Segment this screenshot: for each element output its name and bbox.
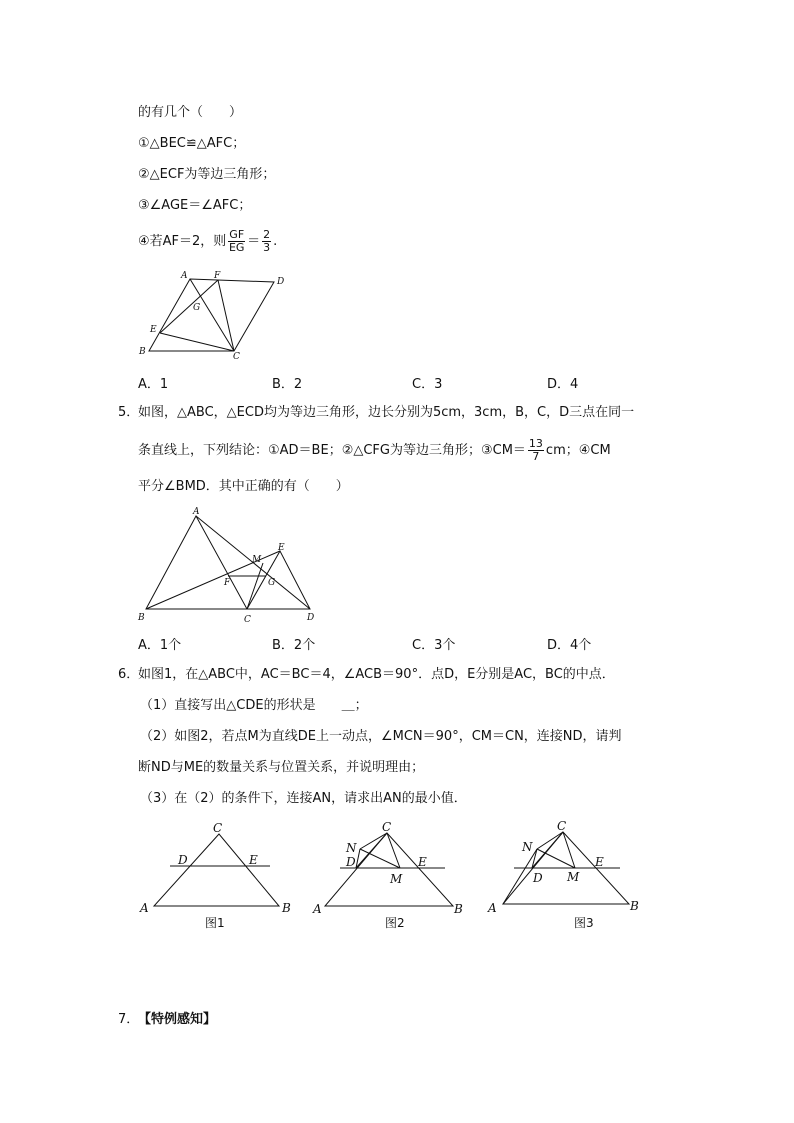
q6-line-1: 如图1，在△ABC中，AC＝BC＝4，∠ACB＝90°．点D，E分别是AC，BC的中点．	[138, 667, 615, 682]
q6-fig2-segment-CD	[356, 833, 387, 868]
q5-line-2-pre: 条直线上，下列结论：①AD＝BE；②△CFG为等边三角形；③CM＝	[138, 443, 526, 458]
q4-s4-fnum: 2	[263, 228, 271, 241]
q6-figure-1	[154, 834, 279, 906]
q6-fig2-label-D: D	[346, 855, 356, 869]
q6-fig2-label-N: N	[346, 841, 357, 855]
q6-fig3-label-B: B	[630, 899, 639, 913]
q6-number: 6．	[118, 667, 140, 682]
q6-fig3-label-D: D	[533, 871, 543, 885]
q5-line-1: 如图，△ABC，△ECD均为等边三角形，边长分别为5cm，3cm，B，C，D三点在同一	[138, 405, 635, 420]
q6-figure-2	[325, 833, 453, 906]
q6-fig2-label-A: A	[313, 902, 322, 916]
q6-part-2b: 断ND与ME的数量关系与位置关系，并说明理由；	[138, 760, 425, 775]
q5-number: 5．	[118, 405, 140, 420]
q4-s4-num: GF	[229, 228, 245, 241]
q4-statement-2: ②△ECF为等边三角形；	[138, 167, 276, 182]
q6-fig2-label-E: E	[418, 855, 427, 869]
q5-line-3: 平分∠BMD．其中正确的有（ ）	[138, 479, 349, 494]
q6-fig3-label-A: A	[488, 901, 497, 915]
q6-fig1-label-B: B	[282, 901, 291, 915]
q5-option-b: B．2个	[272, 638, 316, 653]
q6-fig3-segment-NA	[503, 849, 537, 904]
q4-s4-fden: 3	[263, 241, 271, 254]
q5-option-c: C．3个	[412, 638, 456, 653]
q4-option-a: A．1	[138, 377, 169, 392]
q4-option-c: C．3	[412, 377, 443, 392]
q6-fig2-segment-CN	[360, 833, 387, 849]
q5-label-E: E	[278, 543, 285, 553]
q6-fig2-label-M: M	[390, 872, 403, 886]
q4-option-d: D．4	[547, 377, 579, 392]
q5-frac-den: 7	[532, 450, 540, 463]
q4-statement-1: ①△BEC≌△AFC；	[138, 136, 246, 151]
q5-label-C: C	[244, 615, 251, 625]
q6-fig1-label-D: D	[178, 853, 188, 867]
q4-option-b: B．2	[272, 377, 303, 392]
q4-label-A: A	[181, 271, 188, 281]
q5-frac-num: 13	[528, 437, 543, 450]
q5-label-G: G	[268, 578, 276, 588]
q5-line-2-post: cm；④CM	[545, 443, 611, 458]
q6-part-1: （1）直接写出△CDE的形状是 ＿；	[140, 698, 368, 713]
q5-label-B: B	[138, 613, 145, 623]
q6-part-2a: （2）如图2，若点M为直线DE上一动点，∠MCN＝90°，CM＝CN，连接ND，请判	[140, 729, 622, 744]
q4-label-E: E	[150, 325, 157, 335]
q5-label-M: M	[252, 555, 262, 565]
q4-label-D: D	[277, 277, 285, 287]
q6-fig3-caption: 图3	[574, 916, 594, 930]
q5-option-a: A．1个	[138, 638, 182, 653]
q6-fig1-label-E: E	[249, 853, 258, 867]
q6-fig2-triangle	[325, 833, 453, 906]
q6-fig3-label-M: M	[567, 870, 580, 884]
q4-label-G: G	[193, 303, 201, 313]
q4-label-F: F	[214, 271, 221, 281]
q5-label-D: D	[307, 613, 315, 623]
q4-statement-3: ③∠AGE＝∠AFC；	[138, 198, 252, 213]
q6-fig2-label-C: C	[382, 820, 392, 834]
q6-fig3-label-E: E	[595, 855, 604, 869]
q6-part-3: （3）在（2）的条件下，连接AN，请求出AN的最小值．	[140, 791, 467, 806]
q6-fig1-caption: 图1	[205, 916, 225, 930]
q6-fig1-label-C: C	[213, 821, 223, 835]
q4-stem-tail: 的有几个（ ）	[138, 105, 243, 120]
q6-fig3-label-N: N	[522, 840, 533, 854]
q4-label-C: C	[233, 352, 240, 362]
q6-fig2-label-B: B	[454, 902, 463, 916]
q4-s4-den: EG	[228, 241, 245, 254]
q6-fig1-label-A: A	[140, 901, 149, 915]
q5-option-d: D．4个	[547, 638, 592, 653]
q6-fig3-label-C: C	[557, 819, 567, 833]
q7-number: 7．	[118, 1012, 140, 1027]
q5-label-F: F	[224, 578, 231, 588]
q6-fig1-triangle	[154, 834, 279, 906]
q4-label-B: B	[139, 347, 146, 357]
q7-title: 【特例感知】	[138, 1012, 217, 1027]
q4-s4-end: .	[273, 234, 278, 249]
q6-fig2-caption: 图2	[385, 916, 405, 930]
q4-s4-mid: ＝	[247, 234, 261, 249]
q4-s4-pre: ④若AF＝2，则	[138, 234, 227, 249]
q5-label-A: A	[193, 507, 200, 517]
